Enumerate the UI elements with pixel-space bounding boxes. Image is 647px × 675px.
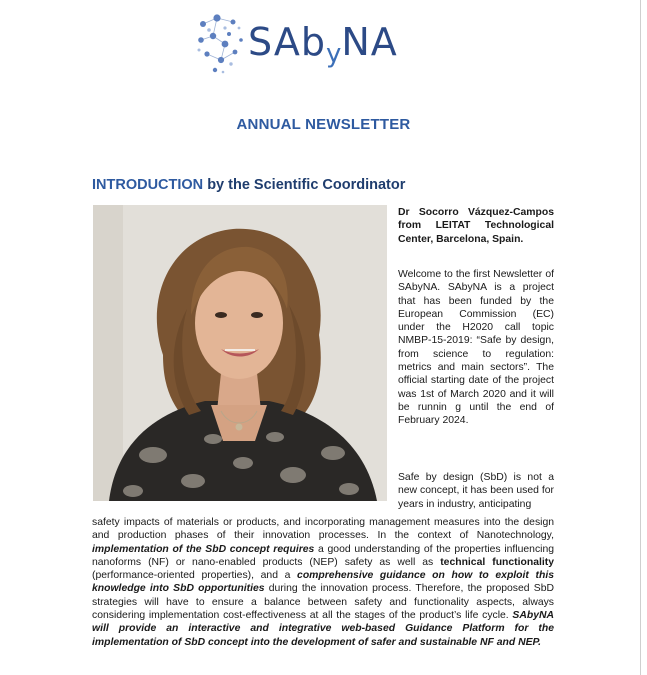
body-text-2: a good understanding of the properties influencing nanoforms (NF) or nano-enabled products (NEP) safety as well as xyxy=(92,543,554,568)
body-bold-1: technical functionality xyxy=(440,556,554,568)
body-emphasis-3: SAbyNA will provide an interactive and integrative web-based Guidance Platform for the implementation of SbD concept into the development of safer and sustainable NF and NEP. xyxy=(92,610,554,648)
molecule-icon xyxy=(195,10,255,76)
body-paragraph xyxy=(92,516,554,649)
body-text-4: during the innovation process. Therefore, the proposed SbD strategies will have to ensure a balance between safety and functionality aspects, always considering implementation cost-effectiveness at all the stages of the product’s life cycle. xyxy=(92,583,554,622)
author-credit xyxy=(398,206,554,246)
body-text-3: (performance-oriented properties), and a xyxy=(92,570,298,582)
sbd-intro-paragraph xyxy=(398,471,554,511)
author-text: Dr Socorro Vázquez-Campos from LEITAT Technological Center, Barcelona, Spain. xyxy=(398,207,554,245)
section-heading-rest: by the Scientific Coordinator xyxy=(203,177,406,193)
section-heading-bold: INTRODUCTION xyxy=(92,177,204,193)
body-text-1: safety impacts of materials or products, and incorporating management measures into the design and production phases of their innovation processes. In the context of Nanotechnology, xyxy=(92,517,554,542)
logo-small: y xyxy=(325,39,342,69)
coordinator-photo xyxy=(93,205,387,501)
logo-tail: NA xyxy=(341,20,398,64)
body-emphasis-2: comprehensive guidance on how to exploit this knowledge into SbD opportunities xyxy=(92,570,554,595)
welcome-text: Welcome to the first Newsletter of SAbyNA. SAbyNA is a project that has been funded by the European Commission (EC) under the H2020 call topic NMBP-15-2019: “Safe by design, from science to regulation: metrics and main sectors”. The official starting date of the project was 1st of March 2020 and it will be runnin g until the end of February 2024. xyxy=(398,269,554,427)
section-heading xyxy=(92,177,405,193)
logo-wordmark xyxy=(248,20,398,69)
welcome-paragraph xyxy=(398,268,554,428)
portrait-illustration xyxy=(93,205,387,501)
sbd-intro-text: Safe by design (SbD) is not a new concept, it has been used for years in industry, anticipating xyxy=(398,472,554,510)
logo-main: SAb xyxy=(248,20,326,64)
body-emphasis-1: implementation of the SbD concept requires xyxy=(92,543,315,555)
page-edge-rule xyxy=(640,0,641,675)
newsletter-title: ANNUAL NEWSLETTER xyxy=(236,116,411,133)
